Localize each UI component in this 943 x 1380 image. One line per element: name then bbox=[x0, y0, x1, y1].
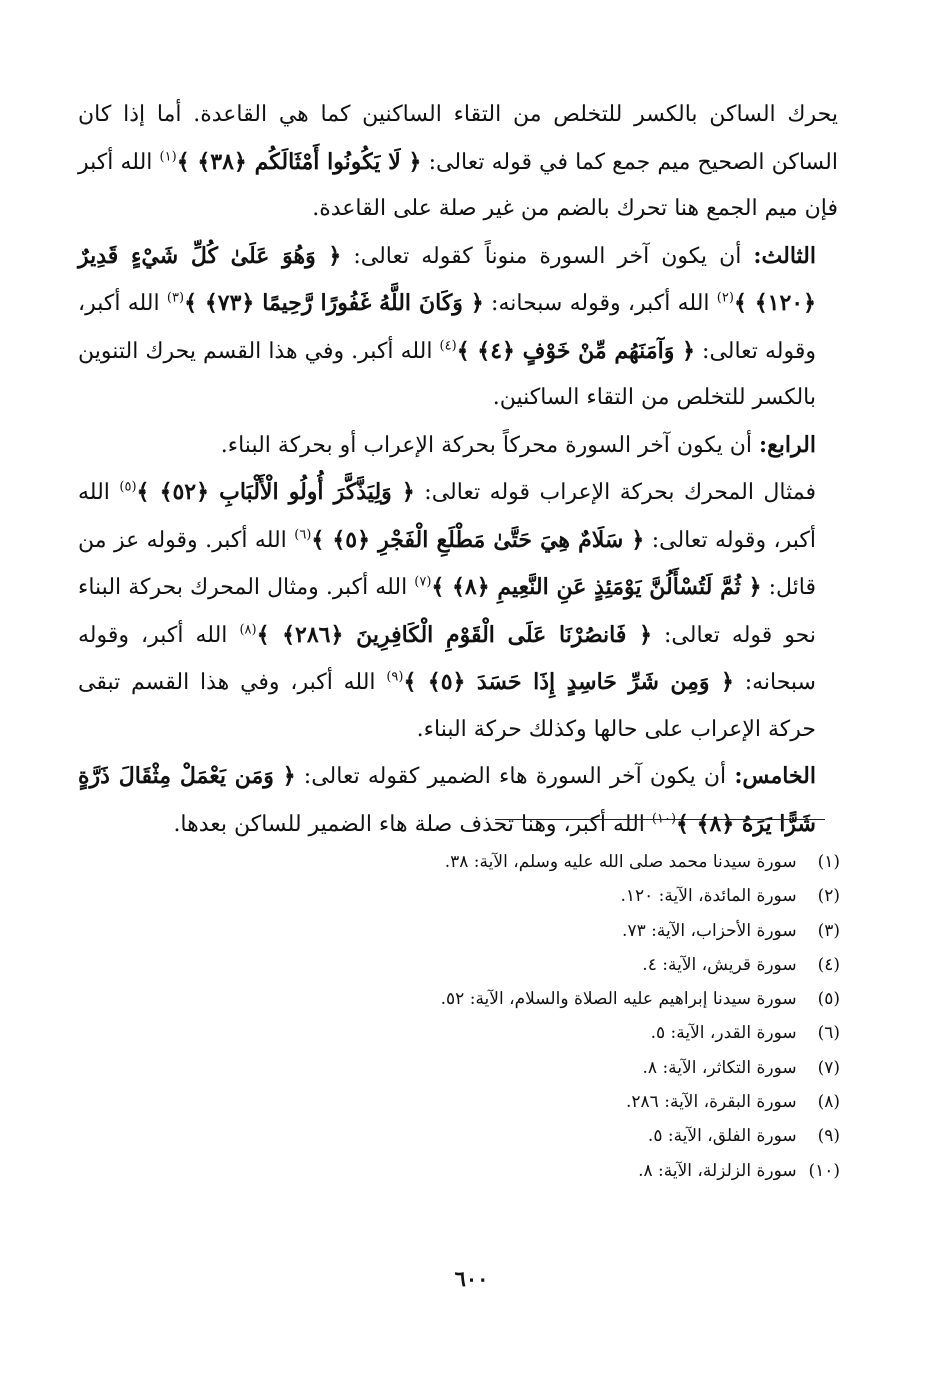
footnote-text: سورة البقرة، الآية: ٢٨٦. bbox=[626, 1092, 797, 1113]
footnote-item bbox=[280, 879, 840, 913]
text-run: الله أكبر. وفي هذا القسم يحرك التنوين بالكسر للتخلص من التقاء الساكنين. bbox=[78, 338, 816, 410]
footnote-ref: (٦) bbox=[294, 527, 312, 543]
text-run: الله أكبر، وقوله سبحانه: bbox=[78, 622, 816, 695]
main-text bbox=[78, 92, 838, 848]
quran-verse: ﴿ فَانصُرْنَا عَلَى الْقَوْمِ الْكَافِرِينَ ﴿٢٨٦﴾ ﴾ bbox=[256, 621, 652, 648]
paragraph-2 bbox=[78, 233, 838, 422]
text-run: أن يكون آخر السورة منوناً كقوله تعالى: bbox=[353, 243, 742, 269]
section-label: الثالث: bbox=[753, 242, 816, 269]
footnote-number: (٩) bbox=[817, 1126, 840, 1147]
footnote-item bbox=[280, 845, 840, 879]
page-number: ٦٠٠ bbox=[454, 1266, 489, 1291]
footnote-ref: (١٠) bbox=[651, 811, 677, 827]
footnote-text: سورة قريش، الآية: ٤. bbox=[642, 954, 797, 975]
text-run: الله أكبر فإن ميم الجمع هنا تحرك بالضم من غير صلة على القاعدة. bbox=[78, 149, 838, 221]
paragraph-3 bbox=[78, 422, 838, 470]
text-run: الله أكبر، وقوله تعالى: bbox=[78, 480, 816, 553]
footnote-number: (١٠) bbox=[808, 1160, 840, 1181]
text-run: الله أكبر، وقوله سبحانه: bbox=[491, 291, 710, 316]
paragraph-4 bbox=[78, 469, 838, 753]
footnote-item bbox=[280, 1154, 840, 1188]
footnote-text: سورة سيدنا محمد صلى الله عليه وسلم، الآية: ٣٨. bbox=[444, 852, 797, 872]
text-run: فمثال المحرك بحركة الإعراب قوله تعالى: bbox=[424, 480, 816, 505]
text-run: الله أكبر. ومثال المحرك بحركة البناء نحو قوله تعالى: bbox=[78, 575, 816, 648]
text-run: أن يكون آخر السورة محركاً بحركة الإعراب أو بحركة البناء. bbox=[220, 432, 752, 458]
footnote-number: (٨) bbox=[817, 1092, 840, 1113]
quran-verse: ﴿ وَلِيَذَّكَّرَ أُولُو الْأَلْبَابِ ﴿٥٢﴾ ﴾ bbox=[136, 479, 415, 505]
footnote-text: سورة الفلق، الآية: ٥. bbox=[647, 1126, 797, 1147]
paragraph-5 bbox=[78, 753, 838, 848]
text-run: يحرك الساكن بالكسر للتخلص من التقاء الساكنين كما هي القاعدة. أما إذا كان الساكن الصحيح ميم جمع كما في قوله تعالى: bbox=[78, 102, 838, 175]
footnotes bbox=[280, 845, 840, 1188]
quran-verse: ﴿ لَا يَكُونُوا أَمْثَالَكُم ﴿٣٨﴾ ﴾ bbox=[176, 148, 422, 175]
footnote-item bbox=[280, 1119, 840, 1153]
quran-verse: ﴿ سَلَامٌ هِيَ حَتَّىٰ مَطْلَعِ الْفَجْرِ ﴿٥﴾ ﴾ bbox=[311, 526, 645, 553]
footnote-number: (٥) bbox=[817, 989, 840, 1010]
quran-verse: ﴿ ثُمَّ لَتُسْأَلُنَّ يَوْمَئِذٍ عَنِ النَّعِيمِ ﴿٨﴾ ﴾ bbox=[431, 574, 762, 600]
footnote-text: سورة القدر، الآية: ٥. bbox=[650, 1023, 797, 1044]
footnote-ref: (٤) bbox=[439, 338, 457, 354]
paragraph-1 bbox=[78, 92, 838, 233]
footnote-ref: (٩) bbox=[386, 669, 404, 685]
footnote-item bbox=[280, 982, 840, 1016]
footnote-ref: (١) bbox=[159, 149, 177, 165]
footnote-number: (٣) bbox=[817, 920, 840, 941]
footnote-text: سورة التكاثر، الآية: ٨. bbox=[642, 1057, 797, 1078]
text-run: الله أكبر. وقوله عز من قائل: bbox=[78, 527, 816, 600]
footnote-ref: (٥) bbox=[119, 479, 137, 495]
footnote-item bbox=[280, 1016, 840, 1050]
footnote-ref: (٣) bbox=[166, 290, 185, 306]
quran-verse: ﴿ وَمَن يَعْمَلْ مِثْقَالَ ذَرَّةٍ شَرًّا يَرَهُ ﴿٨﴾ ﴾ bbox=[78, 763, 816, 837]
section-label: الرابع: bbox=[758, 431, 816, 458]
footnote-item bbox=[280, 914, 840, 948]
footnote-ref: (٢) bbox=[716, 290, 734, 306]
footnote-item bbox=[280, 948, 840, 982]
quran-verse: ﴿ وَآمَنَهُم مِّنْ خَوْفٍ ﴿٤﴾ ﴾ bbox=[456, 337, 695, 364]
footnote-text: سورة المائدة، الآية: ١٢٠. bbox=[620, 886, 797, 907]
footnote-ref: (٧) bbox=[414, 574, 432, 590]
quran-verse: ﴿ وَمِن شَرِّ حَاسِدٍ إِذَا حَسَدَ ﴿٥﴾ ﴾ bbox=[403, 669, 734, 695]
footnote-ref: (٨) bbox=[239, 622, 257, 638]
footnote-number: (٤) bbox=[817, 954, 840, 975]
text-run: الله أكبر، وهنا تحذف صلة هاء الضمير للساكن بعدها. bbox=[173, 811, 645, 837]
footnote-divider bbox=[495, 819, 825, 820]
text-run: أن يكون آخر السورة هاء الضمير كقوله تعالى: bbox=[303, 764, 727, 789]
text-run: الله أكبر، وقوله تعالى: bbox=[78, 291, 816, 364]
quran-verse: ﴿ وَهُوَ عَلَىٰ كُلِّ شَيْءٍ قَدِيرٌ ﴿١٢٠﴾ ﴾ bbox=[78, 242, 816, 316]
quran-verse: ﴿ وَكَانَ اللَّهُ غَفُورًا رَّحِيمًا ﴿٧٣﴾ ﴾ bbox=[184, 290, 484, 316]
footnote-number: (١) bbox=[817, 852, 840, 872]
section-label: الخامس: bbox=[734, 763, 816, 789]
footnote-text: سورة سيدنا إبراهيم عليه الصلاة والسلام، الآية: ٥٢. bbox=[440, 989, 797, 1010]
footnote-number: (٦) bbox=[817, 1023, 840, 1044]
footnote-text: سورة الزلزلة، الآية: ٨. bbox=[638, 1160, 797, 1181]
footnote-text: سورة الأحزاب، الآية: ٧٣. bbox=[622, 920, 797, 941]
footnote-number: (٢) bbox=[817, 886, 840, 907]
footnote-item bbox=[280, 1085, 840, 1119]
footnote-number: (٧) bbox=[817, 1057, 840, 1078]
footnote-item bbox=[280, 1051, 840, 1085]
text-run: الله أكبر، وفي هذا القسم تبقى حركة الإعراب على حالها وكذلك حركة البناء. bbox=[78, 670, 816, 742]
